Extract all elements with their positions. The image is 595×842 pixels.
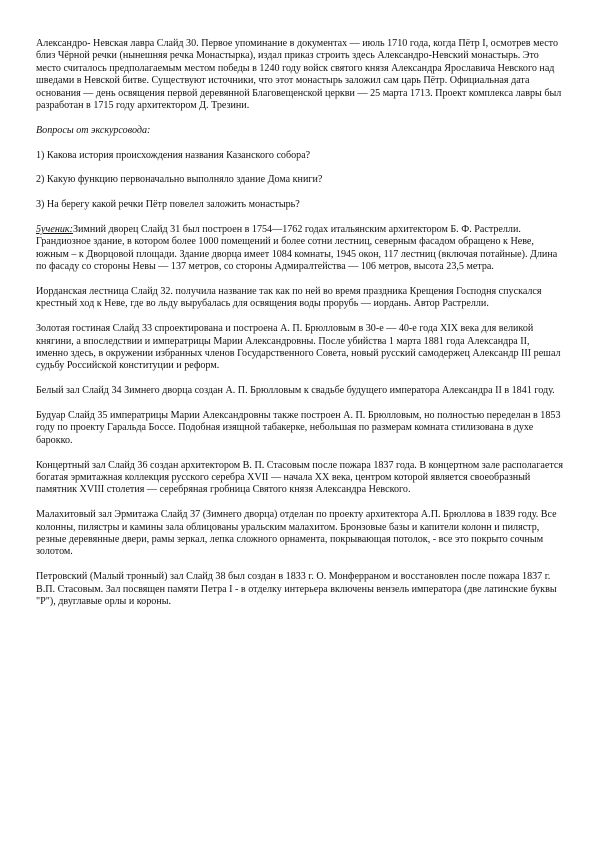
- paragraph-boudoir: Будуар Слайд 35 императрицы Марии Александровны также построен А. П. Брюлловым, но полностью переделан в 1853 году по проекту Гаральда Боссе. Подобная изящной табакерке, небольшая по размерам комната стилизована в духе барокко.: [36, 410, 561, 446]
- paragraph-jordan-staircase: Иорданская лестница Слайд 32. получила название так как по ней во время праздника Крещения Господня спускался крестный ход к Неве, где во льду вырубалась для освящения воды прорубь — иордань. Автор Растрелли.: [36, 286, 542, 310]
- question-2: 2) Какую функцию первоначально выполняло здание Дома книги?: [36, 174, 323, 186]
- paragraph-malachite-hall: Малахитовый зал Эрмитажа Слайд 37 (Зимнего дворца) отделан по проекту архитектора А.П. Брюллова в 1839 году. Все колонны, пилястры и камины зала облицованы уральским малахитом. Бронзовые базы и капители колонн и пилястр, резные деревянные двери, рамы зеркал, лепка сложного орнамента, покрывающая потолок, - все это покрыто сочным золотом.: [36, 509, 557, 558]
- paragraph-alexander-nevsky-lavra: Александро- Невская лавра Слайд 30. Первое упоминание в документах — июль 1710 года, когда Пётр I, осмотрев место близ Чёрной речки (нынешняя речка Монастырка), издал приказ строить здесь Александро-Невский монастырь. Это место считалось предполагаемым местом победы в 1240 году войск святого князя Александра Ярославича Невского над шведами в Невской битве. Существуют источники, что этот монастырь заложил сам царь Пётр. Официальная дата основания — день освящения первой деревянной Благовещенской церкви — 25 марта 1713. Проект комплекса лавры был разработан в 1715 году архитектором Д. Трезини.: [36, 38, 562, 112]
- questions-heading: Вопросы от экскурсовода:: [36, 124, 151, 136]
- paragraph-golden-drawing-room: Золотая гостиная Слайд 33 спроектирована и построена А. П. Брюлловым в 30-е — 40-е года XIX века для великой княгини, а впоследствии и императрицы Марии Александровны. После убийства 1 марта 1881 года Александра II, именно здесь, в окружении избранных членов Государственного Совета, новый русский самодержец Александр III решал судьбу Российской конституции и реформ.: [36, 323, 561, 372]
- paragraph-white-hall: Белый зал Слайд 34 Зимнего дворца создан А. П. Брюлловым к свадьбе будущего императора Александра II в 1841 году.: [36, 385, 555, 397]
- paragraph-concert-hall: Концертный зал Слайд 36 создан архитектором В. П. Стасовым после пожара 1837 года. В концертном зале располагается богатая эрмитажная коллекция русского серебра XVII — начала XX века, центром которой является своеобразный памятник XVIII столетия — серебряная гробница Святого князя Александра Невского.: [36, 459, 564, 496]
- winter-palace-text: Зимний дворец Слайд 31 был построен в 1754—1762 годах итальянским архитектором Б. Ф. Растрелли. Грандиозное здание, в котором более 1000 помещений и более сотни лестниц, северным фасадом обращено к Неве, южным – к Дворцовой площади. Здание дворца имеет 1084 комнаты, 1945 окон, 117 лестниц (включая потайные). Длина по фасаду со стороны Невы — 137 метров, со стороны Адмиралтейства — 106 метров, высота 23,5 метра.: [36, 224, 558, 273]
- question-1: 1) Какова история происхождения названия Казанского собора?: [36, 149, 311, 161]
- document-page: [36, 38, 563, 621]
- question-3: 3) На берегу какой речки Пётр повелел заложить монастырь?: [36, 199, 300, 211]
- student-label: 5ученик:: [36, 224, 73, 236]
- paragraph-petrovsky-hall: Петровский (Малый тронный) зал Слайд 38 был создан в 1833 г. О. Монферраном и восстановлен после пожара 1837 г. В.П. Стасовым. Зал посвящен памяти Петра I - в отделку интерьера включены вензель императора (две латинские буквы "Р"), двуглавые орлы и короны.: [36, 571, 557, 608]
- paragraph-winter-palace: [36, 224, 563, 274]
